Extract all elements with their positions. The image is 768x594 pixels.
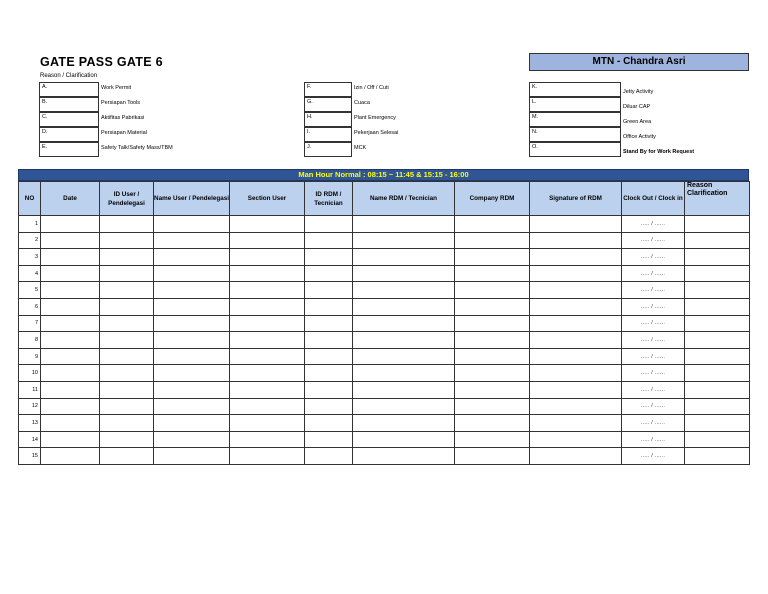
reason-cell[interactable] [685, 298, 750, 315]
company-rdm-cell[interactable] [455, 348, 530, 365]
clock-cell[interactable]: ..... / ...... [622, 415, 685, 432]
section-user-cell[interactable] [230, 298, 305, 315]
signature-cell[interactable] [530, 448, 622, 465]
reason-cell[interactable] [685, 216, 750, 233]
section-user-cell[interactable] [230, 216, 305, 233]
reason-cell[interactable] [685, 381, 750, 398]
reason-code-o: O. [529, 142, 621, 157]
reason-code-k: K. [529, 82, 621, 97]
clock-cell[interactable]: ..... / ...... [622, 282, 685, 299]
id-user-cell[interactable] [100, 265, 154, 282]
company-rdm-cell[interactable] [455, 381, 530, 398]
signature-cell[interactable] [530, 381, 622, 398]
section-user-cell[interactable] [230, 265, 305, 282]
id-user-cell[interactable] [100, 282, 154, 299]
name-user-cell[interactable] [154, 282, 230, 299]
clock-cell[interactable]: ..... / ...... [622, 431, 685, 448]
id-user-cell[interactable] [100, 298, 154, 315]
date-cell[interactable] [41, 365, 100, 382]
company-rdm-cell[interactable] [455, 232, 530, 249]
table-row [19, 298, 750, 315]
row-number: 1 [19, 216, 41, 233]
reason-cell[interactable] [685, 249, 750, 266]
signature-cell[interactable] [530, 282, 622, 299]
signature-cell[interactable] [530, 216, 622, 233]
table-row [19, 415, 750, 432]
clock-cell[interactable]: ..... / ...... [622, 348, 685, 365]
reason-code-m: M. [529, 112, 621, 127]
date-cell[interactable] [41, 265, 100, 282]
id-rdm-cell[interactable] [305, 282, 353, 299]
table-row [19, 282, 750, 299]
company-rdm-cell[interactable] [455, 448, 530, 465]
table-row [19, 348, 750, 365]
id-rdm-cell[interactable] [305, 365, 353, 382]
company-rdm-cell[interactable] [455, 332, 530, 349]
date-cell[interactable] [41, 216, 100, 233]
header-company-rdm: Company RDM [455, 182, 530, 216]
name-user-cell[interactable] [154, 365, 230, 382]
id-rdm-cell[interactable] [305, 398, 353, 415]
reason-code-f: F. [304, 82, 352, 97]
section-user-cell[interactable] [230, 348, 305, 365]
signature-cell[interactable] [530, 298, 622, 315]
form-title: GATE PASS GATE 6 [40, 55, 163, 69]
name-rdm-cell[interactable] [353, 415, 455, 432]
reason-cell[interactable] [685, 448, 750, 465]
row-number: 10 [19, 365, 41, 382]
reason-cell[interactable] [685, 431, 750, 448]
date-cell[interactable] [41, 448, 100, 465]
table-row [19, 332, 750, 349]
company-rdm-cell[interactable] [455, 415, 530, 432]
table-row [19, 431, 750, 448]
section-user-cell[interactable] [230, 332, 305, 349]
section-user-cell[interactable] [230, 381, 305, 398]
section-user-cell[interactable] [230, 282, 305, 299]
reason-label-e: Safety Talk/Safety Mass/TBM [101, 145, 173, 151]
name-rdm-cell[interactable] [353, 315, 455, 332]
signature-cell[interactable] [530, 232, 622, 249]
name-user-cell[interactable] [154, 431, 230, 448]
name-rdm-cell[interactable] [353, 216, 455, 233]
date-cell[interactable] [41, 415, 100, 432]
reason-cell[interactable] [685, 265, 750, 282]
reason-label-m: Green Area [623, 119, 652, 125]
reason-cell[interactable] [685, 415, 750, 432]
reason-code-h: H. [304, 112, 352, 127]
clock-cell[interactable]: ..... / ...... [622, 381, 685, 398]
row-number: 8 [19, 332, 41, 349]
id-user-cell[interactable] [100, 249, 154, 266]
table-header-row [19, 182, 750, 216]
clock-cell[interactable]: ..... / ...... [622, 398, 685, 415]
header-id-rdm: ID RDM / Tecnician [305, 182, 353, 216]
reason-code-i: I. [304, 127, 352, 142]
row-number: 6 [19, 298, 41, 315]
id-user-cell[interactable] [100, 332, 154, 349]
id-rdm-cell[interactable] [305, 332, 353, 349]
reason-label-d: Persiapan Material [101, 130, 147, 136]
clock-cell[interactable]: ..... / ...... [622, 232, 685, 249]
table-row [19, 249, 750, 266]
reason-code-g: G. [304, 97, 352, 112]
row-number: 3 [19, 249, 41, 266]
section-user-cell[interactable] [230, 431, 305, 448]
reason-code-d: D. [39, 127, 99, 142]
row-number: 13 [19, 415, 41, 432]
section-user-cell[interactable] [230, 249, 305, 266]
name-user-cell[interactable] [154, 415, 230, 432]
company-rdm-cell[interactable] [455, 298, 530, 315]
clock-cell[interactable]: ..... / ...... [622, 249, 685, 266]
reason-subtitle: Reason / Clarification [40, 73, 98, 79]
reason-label-g: Cuaca [354, 100, 370, 106]
name-user-cell[interactable] [154, 398, 230, 415]
reason-label-h: Plant Emergency [354, 115, 396, 121]
company-rdm-cell[interactable] [455, 216, 530, 233]
reason-label-a: Work Permit [101, 85, 132, 91]
name-rdm-cell[interactable] [353, 249, 455, 266]
id-user-cell[interactable] [100, 398, 154, 415]
id-rdm-cell[interactable] [305, 348, 353, 365]
clock-cell[interactable]: ..... / ...... [622, 448, 685, 465]
table-row [19, 216, 750, 233]
date-cell[interactable] [41, 232, 100, 249]
reason-label-b: Persiapan Tools [101, 100, 141, 106]
id-user-cell[interactable] [100, 365, 154, 382]
name-user-cell[interactable] [154, 216, 230, 233]
signature-cell[interactable] [530, 348, 622, 365]
row-number: 4 [19, 265, 41, 282]
header-date: Date [41, 182, 100, 216]
name-user-cell[interactable] [154, 315, 230, 332]
name-user-cell[interactable] [154, 381, 230, 398]
name-rdm-cell[interactable] [353, 282, 455, 299]
company-rdm-cell[interactable] [455, 398, 530, 415]
id-rdm-cell[interactable] [305, 448, 353, 465]
reason-label-f: Izin / Off / Cuti [354, 85, 389, 91]
section-user-cell[interactable] [230, 415, 305, 432]
section-user-cell[interactable] [230, 232, 305, 249]
name-user-cell[interactable] [154, 265, 230, 282]
gate-pass-table [18, 181, 750, 465]
name-rdm-cell[interactable] [353, 265, 455, 282]
date-cell[interactable] [41, 431, 100, 448]
name-rdm-cell[interactable] [353, 332, 455, 349]
row-number: 15 [19, 448, 41, 465]
name-user-cell[interactable] [154, 232, 230, 249]
table-row [19, 265, 750, 282]
reason-cell[interactable] [685, 348, 750, 365]
reason-cell[interactable] [685, 332, 750, 349]
name-user-cell[interactable] [154, 298, 230, 315]
signature-cell[interactable] [530, 315, 622, 332]
date-cell[interactable] [41, 315, 100, 332]
reason-label-o: Stand By for Work Request [623, 149, 695, 155]
name-rdm-cell[interactable] [353, 348, 455, 365]
reason-code-n: N. [529, 127, 621, 142]
id-user-cell[interactable] [100, 448, 154, 465]
header-name-user: Name User / Pendelegasi [154, 182, 230, 216]
id-user-cell[interactable] [100, 315, 154, 332]
id-rdm-cell[interactable] [305, 431, 353, 448]
reason-cell[interactable] [685, 398, 750, 415]
reason-code-e: E. [39, 142, 99, 157]
row-number: 12 [19, 398, 41, 415]
reason-label-l: Diluar CAP [623, 104, 651, 110]
id-user-cell[interactable] [100, 431, 154, 448]
table-row [19, 232, 750, 249]
clock-cell[interactable]: ..... / ...... [622, 332, 685, 349]
header-name-rdm: Name RDM / Tecnician [353, 182, 455, 216]
company-rdm-cell[interactable] [455, 365, 530, 382]
date-cell[interactable] [41, 381, 100, 398]
name-user-cell[interactable] [154, 332, 230, 349]
section-user-cell[interactable] [230, 315, 305, 332]
reason-cell[interactable] [685, 365, 750, 382]
clock-cell[interactable]: ..... / ...... [622, 298, 685, 315]
header-no: NO [19, 182, 41, 216]
section-user-cell[interactable] [230, 398, 305, 415]
id-rdm-cell[interactable] [305, 249, 353, 266]
name-user-cell[interactable] [154, 348, 230, 365]
company-rdm-cell[interactable] [455, 315, 530, 332]
clock-cell[interactable]: ..... / ...... [622, 265, 685, 282]
id-user-cell[interactable] [100, 232, 154, 249]
clock-cell[interactable]: ..... / ...... [622, 365, 685, 382]
reason-cell[interactable] [685, 282, 750, 299]
id-rdm-cell[interactable] [305, 232, 353, 249]
company-rdm-cell[interactable] [455, 431, 530, 448]
id-rdm-cell[interactable] [305, 265, 353, 282]
header-clock: Clock Out / Clock in [622, 182, 685, 216]
company-rdm-cell[interactable] [455, 282, 530, 299]
id-rdm-cell[interactable] [305, 298, 353, 315]
name-rdm-cell[interactable] [353, 365, 455, 382]
reason-code-a: A. [39, 82, 99, 97]
date-cell[interactable] [41, 398, 100, 415]
name-user-cell[interactable] [154, 249, 230, 266]
id-rdm-cell[interactable] [305, 315, 353, 332]
signature-cell[interactable] [530, 249, 622, 266]
company-rdm-cell[interactable] [455, 249, 530, 266]
name-user-cell[interactable] [154, 448, 230, 465]
table-row [19, 365, 750, 382]
date-cell[interactable] [41, 348, 100, 365]
signature-cell[interactable] [530, 431, 622, 448]
reason-label-n: Office Activity [623, 134, 656, 140]
id-user-cell[interactable] [100, 348, 154, 365]
clock-cell[interactable]: ..... / ...... [622, 315, 685, 332]
man-hour-banner: Man Hour Normal : 08:15 ~ 11:45 & 15:15 - 16:00 [18, 169, 749, 181]
row-number: 11 [19, 381, 41, 398]
id-user-cell[interactable] [100, 216, 154, 233]
signature-cell[interactable] [530, 332, 622, 349]
date-cell[interactable] [41, 282, 100, 299]
reason-code-b: B. [39, 97, 99, 112]
reason-label-k: Jetty Activity [623, 89, 654, 95]
reason-cell[interactable] [685, 232, 750, 249]
date-cell[interactable] [41, 298, 100, 315]
name-rdm-cell[interactable] [353, 298, 455, 315]
name-rdm-cell[interactable] [353, 232, 455, 249]
name-rdm-cell[interactable] [353, 381, 455, 398]
table-row [19, 381, 750, 398]
signature-cell[interactable] [530, 265, 622, 282]
reason-code-l: L. [529, 97, 621, 112]
header-reason: Reason Clarification [685, 182, 750, 216]
signature-cell[interactable] [530, 365, 622, 382]
section-user-cell[interactable] [230, 448, 305, 465]
brand-box: MTN - Chandra Asri [529, 53, 749, 71]
row-number: 2 [19, 232, 41, 249]
reason-label-i: Pekerjaan Selesai [354, 130, 399, 136]
section-user-cell[interactable] [230, 365, 305, 382]
reason-code-j: J. [304, 142, 352, 157]
row-number: 7 [19, 315, 41, 332]
name-rdm-cell[interactable] [353, 448, 455, 465]
id-rdm-cell[interactable] [305, 216, 353, 233]
header-signature: Signature of RDM [530, 182, 622, 216]
id-rdm-cell[interactable] [305, 381, 353, 398]
id-user-cell[interactable] [100, 381, 154, 398]
reason-label-j: MCK [354, 145, 367, 151]
row-number: 9 [19, 348, 41, 365]
date-cell[interactable] [41, 332, 100, 349]
clock-cell[interactable]: ..... / ...... [622, 216, 685, 233]
name-rdm-cell[interactable] [353, 398, 455, 415]
table-row [19, 315, 750, 332]
date-cell[interactable] [41, 249, 100, 266]
reason-code-c: C. [39, 112, 99, 127]
header-section-user: Section User [230, 182, 305, 216]
header-id-user: ID User / Pendelegasi [100, 182, 154, 216]
name-rdm-cell[interactable] [353, 431, 455, 448]
reason-label-c: Aktifitas Pabrikasi [101, 115, 145, 121]
row-number: 5 [19, 282, 41, 299]
table-row [19, 448, 750, 465]
id-rdm-cell[interactable] [305, 415, 353, 432]
reason-cell[interactable] [685, 315, 750, 332]
row-number: 14 [19, 431, 41, 448]
id-user-cell[interactable] [100, 415, 154, 432]
signature-cell[interactable] [530, 415, 622, 432]
company-rdm-cell[interactable] [455, 265, 530, 282]
signature-cell[interactable] [530, 398, 622, 415]
table-row [19, 398, 750, 415]
